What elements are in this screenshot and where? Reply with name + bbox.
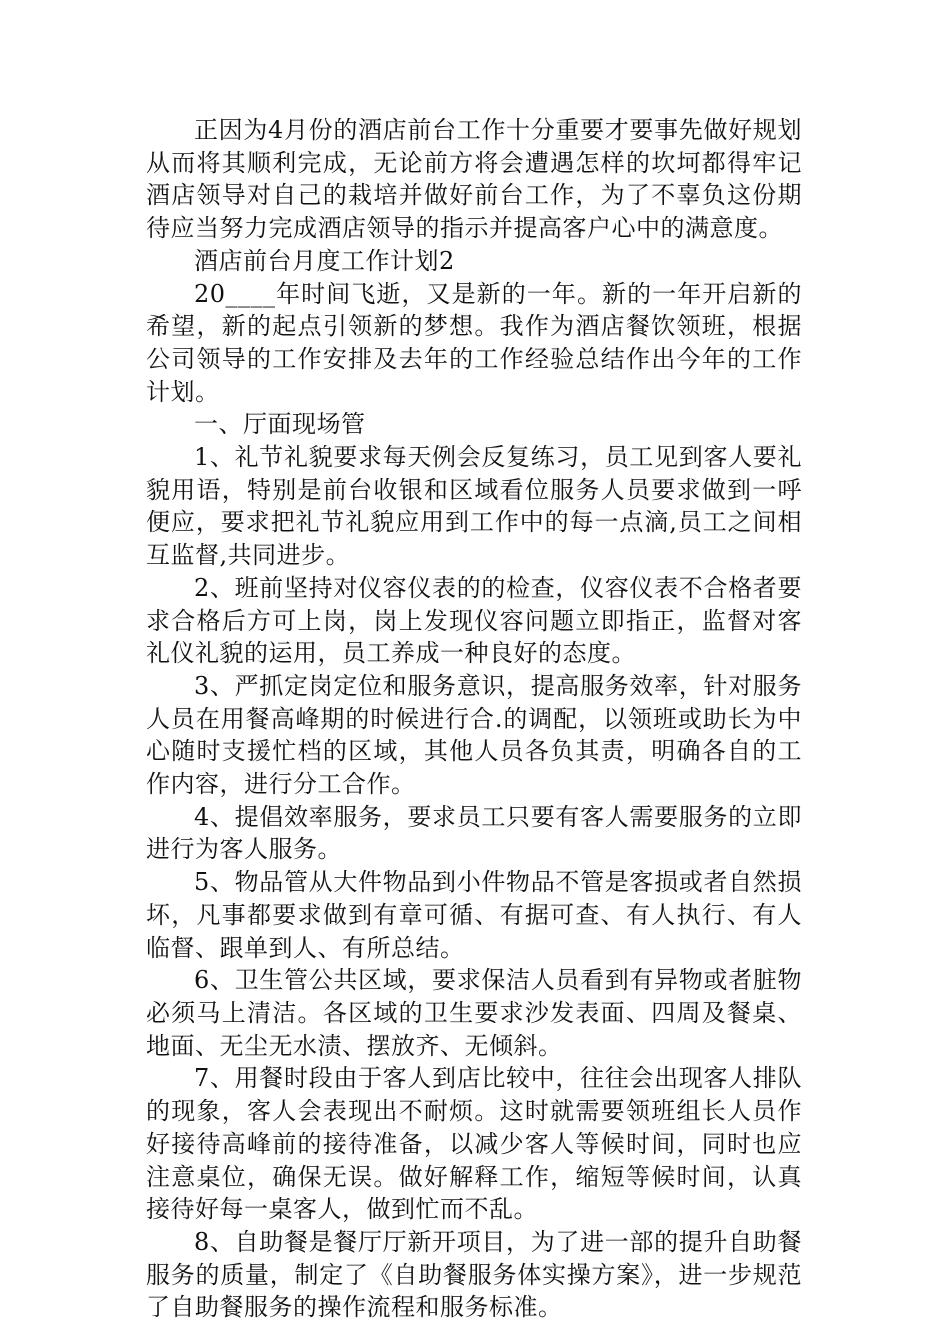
list-item: 6、卫生管公共区域，要求保洁人员看到有异物或者脏物必须马上清洁。各区域的卫生要求沙发表面、四周及餐桌、地面、无尘无水渍、摆放齐、无倾斜。 [146,966,802,1060]
list-item: 3、严抓定岗定位和服务意识，提高服务效率，针对服务人员在用餐高峰期的时候进行合.的调配，以领班或助长为中心随时支援忙档的区域，其他人员各负其责，明确各自的工作内容，进行分工合作。 [146,671,802,799]
list-item: 2、班前坚持对仪容仪表的的检查，仪容仪表不合格者要求合格后方可上岗，岗上发现仪容问题立即指正，监督对客礼仪礼貌的运用，员工养成一种良好的态度。 [146,573,802,668]
section-heading: 一、厅面现场管 [194,410,366,439]
list-item: 4、提倡效率服务，要求员工只要有客人需要服务的立即进行为客人服务。 [146,802,802,864]
list-item: 8、自助餐是餐厅厅新开项目，为了进一部的提升自助餐服务的质量，制定了《自助餐服务体实操方案》，进一步规范了自助餐服务的操作流程和服务标准。 [146,1227,802,1322]
list-item: 7、用餐时段由于客人到店比较中，往往会出现客人排队的现象，客人会表现出不耐烦。这时就需要领班组长人员作好接待高峰前的接待准备，以减少客人等候时间，同时也应注意桌位，确保无误。做好解释工作，缩短等候时间，认真接待好每一桌客人，做到忙而不乱。 [146,1064,802,1224]
opening-paragraph: 20____年时间飞逝，又是新的一年。新的一年开启新的希望，新的起点引领新的梦想。我作为酒店餐饮领班，根据公司领导的工作安排及去年的工作经验总结作出今年的工作计划。 [146,279,802,406]
intro-paragraph: 正因为4月份的酒店前台工作十分重要才要事先做好规划从而将其顺利完成，无论前方将会遭遇怎样的坎坷都得牢记酒店领导对自己的栽培并做好前台工作，为了不辜负这份期待应当努力完成酒店领导的指示并提高客户心中的满意度。 [146,116,802,243]
list-item: 1、礼节礼貌要求每天例会反复练习，员工见到客人要礼貌用语，特别是前台收银和区域看位服务人员要求做到一呼便应，要求把礼节礼貌应用到工作中的每一点滴,员工之间相互监督,共同进步。 [146,443,802,570]
document-body [146,114,802,1324]
list-item: 5、物品管从大件物品到小件物品不管是客损或者自然损坏，凡事都要求做到有章可循、有据可查、有人执行、有人临督、跟单到人、有所总结。 [146,868,802,962]
section-title: 酒店前台月度工作计划2 [194,246,455,275]
